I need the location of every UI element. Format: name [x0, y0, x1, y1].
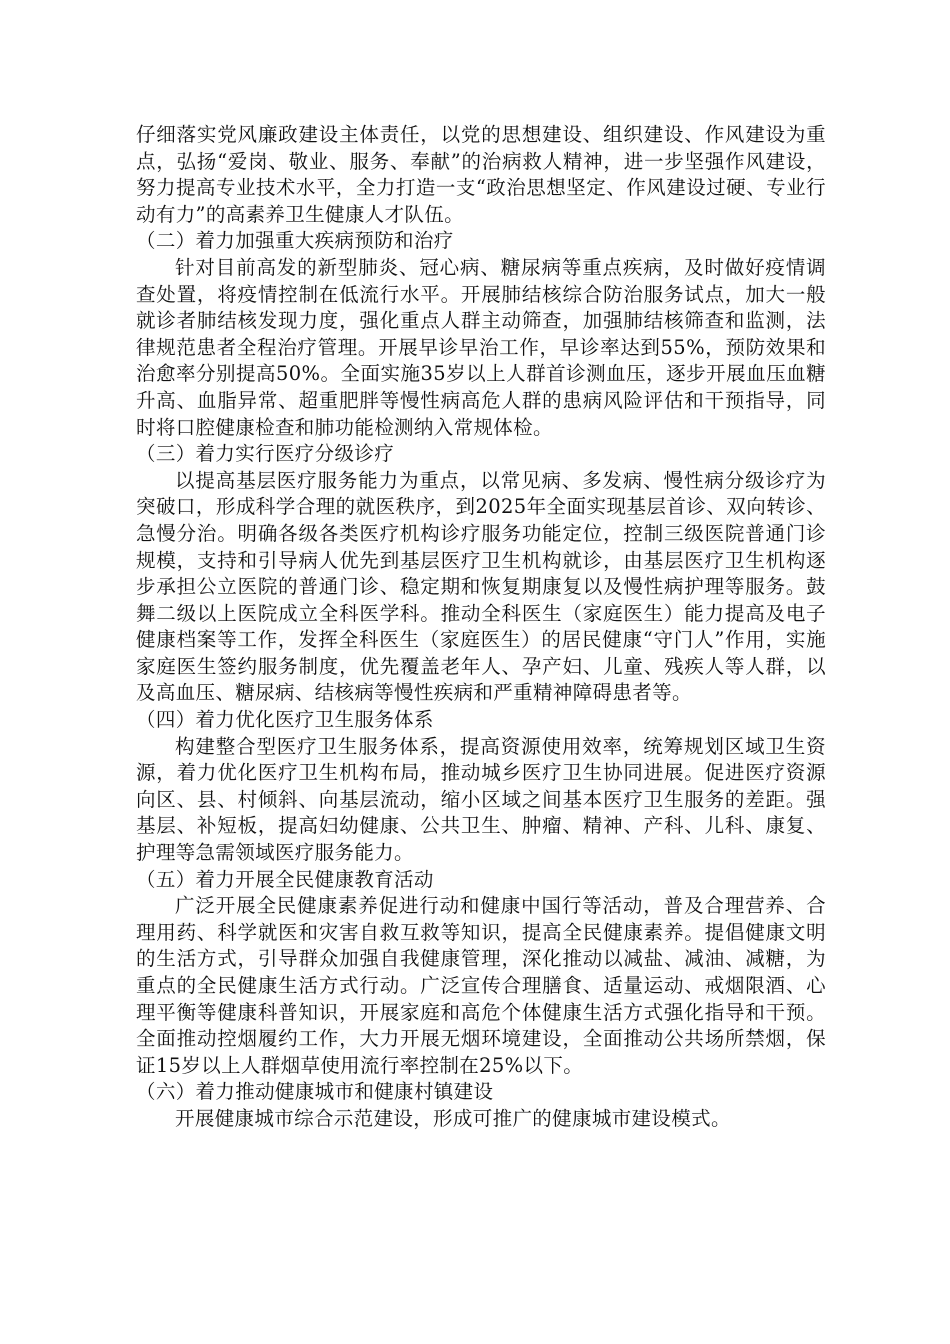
- paragraph-disease-prevention: 针对目前高发的新型肺炎、冠心病、糖尿病等重点疾病，及时做好疫情调查处置，将疫情控制在低流行水平。开展肺结核综合防治服务试点，加大一般就诊者肺结核发现力度，强化重点人群主动筛查，加强肺结核筛查和监测，法律规范患者全程治疗管理。开展早诊早治工作，早诊率达到55%，预防效果和治愈率分别提高50%。全面实施35岁以上人群首诊测血压，逐步开展血压血糖升高、血脂异常、超重肥胖等慢性病高危人群的患病风险评估和干预指导，同时将口腔健康检查和肺功能检测纳入常规体检。: [136, 255, 826, 439]
- paragraph-healthy-cities: 开展健康城市综合示范建设，形成可推广的健康城市建设模式。: [175, 1106, 731, 1130]
- section-heading-5: （五）着力开展全民健康教育活动: [136, 867, 434, 891]
- section-heading-4: （四）着力优化医疗卫生服务体系: [136, 708, 434, 732]
- section-heading-6: （六）着力推动健康城市和健康村镇建设: [136, 1080, 494, 1104]
- section-heading-2: （二）着力加强重大疾病预防和治疗: [136, 229, 454, 253]
- paragraph-health-education: 广泛开展全民健康素养促进行动和健康中国行等活动，普及合理营养、合理用药、科学就医和灾害自救互救等知识，提高全民健康素养。提倡健康文明的生活方式，引导群众加强自我健康管理，深化推动以减盐、减油、减糖，为重点的全民健康生活方式行动。广泛宣传合理膳食、适量运动、戒烟限酒、心理平衡等健康科普知识，开展家庭和高危个体健康生活方式强化指导和干预。全面推动控烟履约工作，大力开展无烟环境建设，全面推动公共场所禁烟，保证15岁以上人群烟草使用流行率控制在25%以下。: [136, 894, 826, 1077]
- paragraph-tiered-care: 以提高基层医疗服务能力为重点，以常见病、多发病、慢性病分级诊疗为突破口，形成科学合理的就医秩序，到2025年全面实现基层首诊、双向转诊、急慢分治。明确各级各类医疗机构诊疗服务功能定位，控制三级医院普通门诊规模，支持和引导病人优先到基层医疗卫生机构就诊，由基层医疗卫生机构逐步承担公立医院的普通门诊、稳定期和恢复期康复以及慢性病护理等服务。鼓舞二级以上医院成立全科医学科。推动全科医生（家庭医生）能力提高及电子健康档案等工作，发挥全科医生（家庭医生）的居民健康“守门人”作用，实施家庭医生签约服务制度，优先覆盖老年人、孕产妇、儿童、残疾人等人群，以及高血压、糖尿病、结核病等慢性疾病和严重精神障碍患者等。: [136, 468, 826, 705]
- section-heading-3: （三）着力实行医疗分级诊疗: [136, 442, 395, 466]
- paragraph-continued: 仔细落实党风廉政建设主体责任，以党的思想建设、组织建设、作风建设为重点，弘扬“爱岗、敬业、服务、奉献”的治病救人精神，进一步坚强作风建设，努力提高专业技术水平，全力打造一支“政治思想坚定、作风建设过硬、专业行动有力”的高素养卫生健康人才队伍。: [136, 123, 826, 226]
- document-body: [136, 122, 826, 1133]
- paragraph-service-system: 构建整合型医疗卫生服务体系，提高资源使用效率，统筹规划区域卫生资源，着力优化医疗卫生机构布局，推动城乡医疗卫生协同进展。促进医疗资源向区、县、村倾斜、向基层流动，缩小区域之间基本医疗卫生服务的差距。强基层、补短板，提高妇幼健康、公共卫生、肿瘤、精神、产科、儿科、康复、护理等急需领域医疗服务能力。: [136, 734, 826, 865]
